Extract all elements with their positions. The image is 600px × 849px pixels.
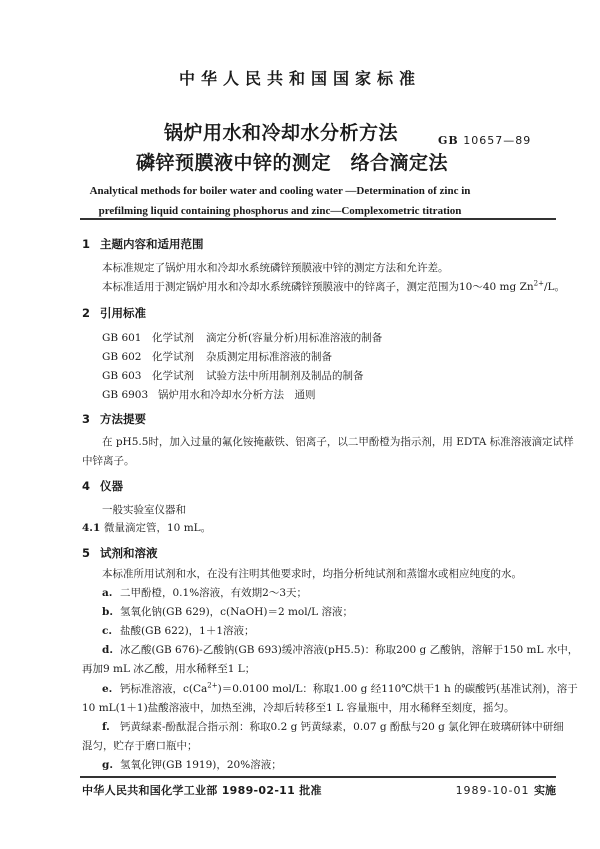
reference-item: GB 6903 锅炉用水和冷却水分析方法 通则 <box>102 389 316 401</box>
reagent-item-d: d. 冰乙酸(GB 676)-乙酸钠(GB 693)缓冲溶液(pH5.5)：称取200 g 乙酸钠，溶解于150 mL 水中， <box>102 644 579 656</box>
issuing-country-title: 中华人民共和国国家标准 <box>178 69 421 88</box>
paragraph: 本标准适用于测定锅炉用水和冷却水系统磷锌预膜液中的锌离子，测定范围为10～40 mg $Zn^{2+}/L$。 <box>102 279 565 293</box>
reagent-item-e: e. 钙标准溶液，$c(Ca^{2+})=0.0100$ mol/L：称取1.00 g 经110℃烘干1 h 的碳酸钙(基准试剂)，溶于 <box>102 681 578 695</box>
reagent-item-g: g. 氢氧化钾(GB 1919)，20%溶液； <box>102 759 282 771</box>
header-divider <box>80 218 556 220</box>
reagent-item-b: b. 氢氧化钠(GB 629)，c(NaOH)＝2 mol/L 溶液； <box>102 606 353 618</box>
paragraph-continuation: 中锌离子。 <box>82 455 135 467</box>
english-title-line-1: Analytical methods for boiler water and cooling water —Determination of zinc in <box>89 185 471 197</box>
subitem-4-1: 4.1 微量滴定管，10 mL。 <box>82 522 212 534</box>
reagent-item-a: a. 二甲酚橙，0.1%溶液，有效期2～3天； <box>102 587 308 599</box>
reference-item: GB 602 化学试剂 杂质测定用标准溶液的制备 <box>102 351 332 363</box>
paragraph: 本标准所用试剂和水，在没有注明其他要求时，均指分析纯试剂和蒸馏水或相应纯度的水。 <box>102 568 522 580</box>
paragraph: 一般实验室仪器和 <box>102 504 186 516</box>
reference-item: GB 601 化学试剂 滴定分析(容量分析)用标准溶液的制备 <box>102 332 383 344</box>
reagent-item-f: f. 钙黄绿素-酚酞混合指示剂：称取0.2 g 钙黄绿素，0.07 g 酚酞与20 g 氯化钾在玻璃研钵中研细 <box>102 721 564 733</box>
standard-title-line-2: 磷锌预膜液中锌的测定 络合滴定法 <box>136 152 449 174</box>
reagent-item-c: c. 盐酸(GB 622)，1＋1溶液； <box>102 625 255 637</box>
reagent-item-d-continuation: 再加9 mL 冰乙酸，用水稀释至1 L； <box>82 663 256 675</box>
section-heading-5: 5 试剂和溶液 <box>82 546 158 560</box>
paragraph: 在 pH5.5时，加入过量的氟化铵掩蔽铁、铝离子，以二甲酚橙为指示剂，用 EDTA 标准溶液滴定试样 <box>102 436 574 448</box>
standard-title-line-1: 锅炉用水和冷却水分析方法 <box>164 122 399 144</box>
standard-number: GB 10657—89 <box>438 134 532 147</box>
english-title-line-2: prefilming liquid containing phosphorus and zinc—Complexometric titration <box>98 205 462 217</box>
effective-date: 1989-10-01 实施 <box>455 784 556 797</box>
paragraph: 本标准规定了锅炉用水和冷却水系统磷锌预膜液中锌的测定方法和允许差。 <box>102 262 449 274</box>
section-heading-1: 1 主题内容和适用范围 <box>82 237 204 251</box>
section-heading-4: 4 仪器 <box>82 479 123 493</box>
section-heading-2: 2 引用标准 <box>82 306 146 320</box>
footer-divider <box>80 776 556 778</box>
reagent-item-e-continuation: 10 mL(1＋1)盐酸溶液中，加热至沸，冷却后转移至1 L 容量瓶中，用水稀释至刻度，摇匀。 <box>82 702 515 714</box>
section-heading-3: 3 方法提要 <box>82 412 146 426</box>
reference-item: GB 603 化学试剂 试验方法中所用制剂及制品的制备 <box>102 370 364 382</box>
approval-statement: 中华人民共和国化学工业部 1989-02-11 批准 <box>82 784 322 797</box>
reagent-item-f-continuation: 混匀，贮存于磨口瓶中； <box>82 740 198 752</box>
